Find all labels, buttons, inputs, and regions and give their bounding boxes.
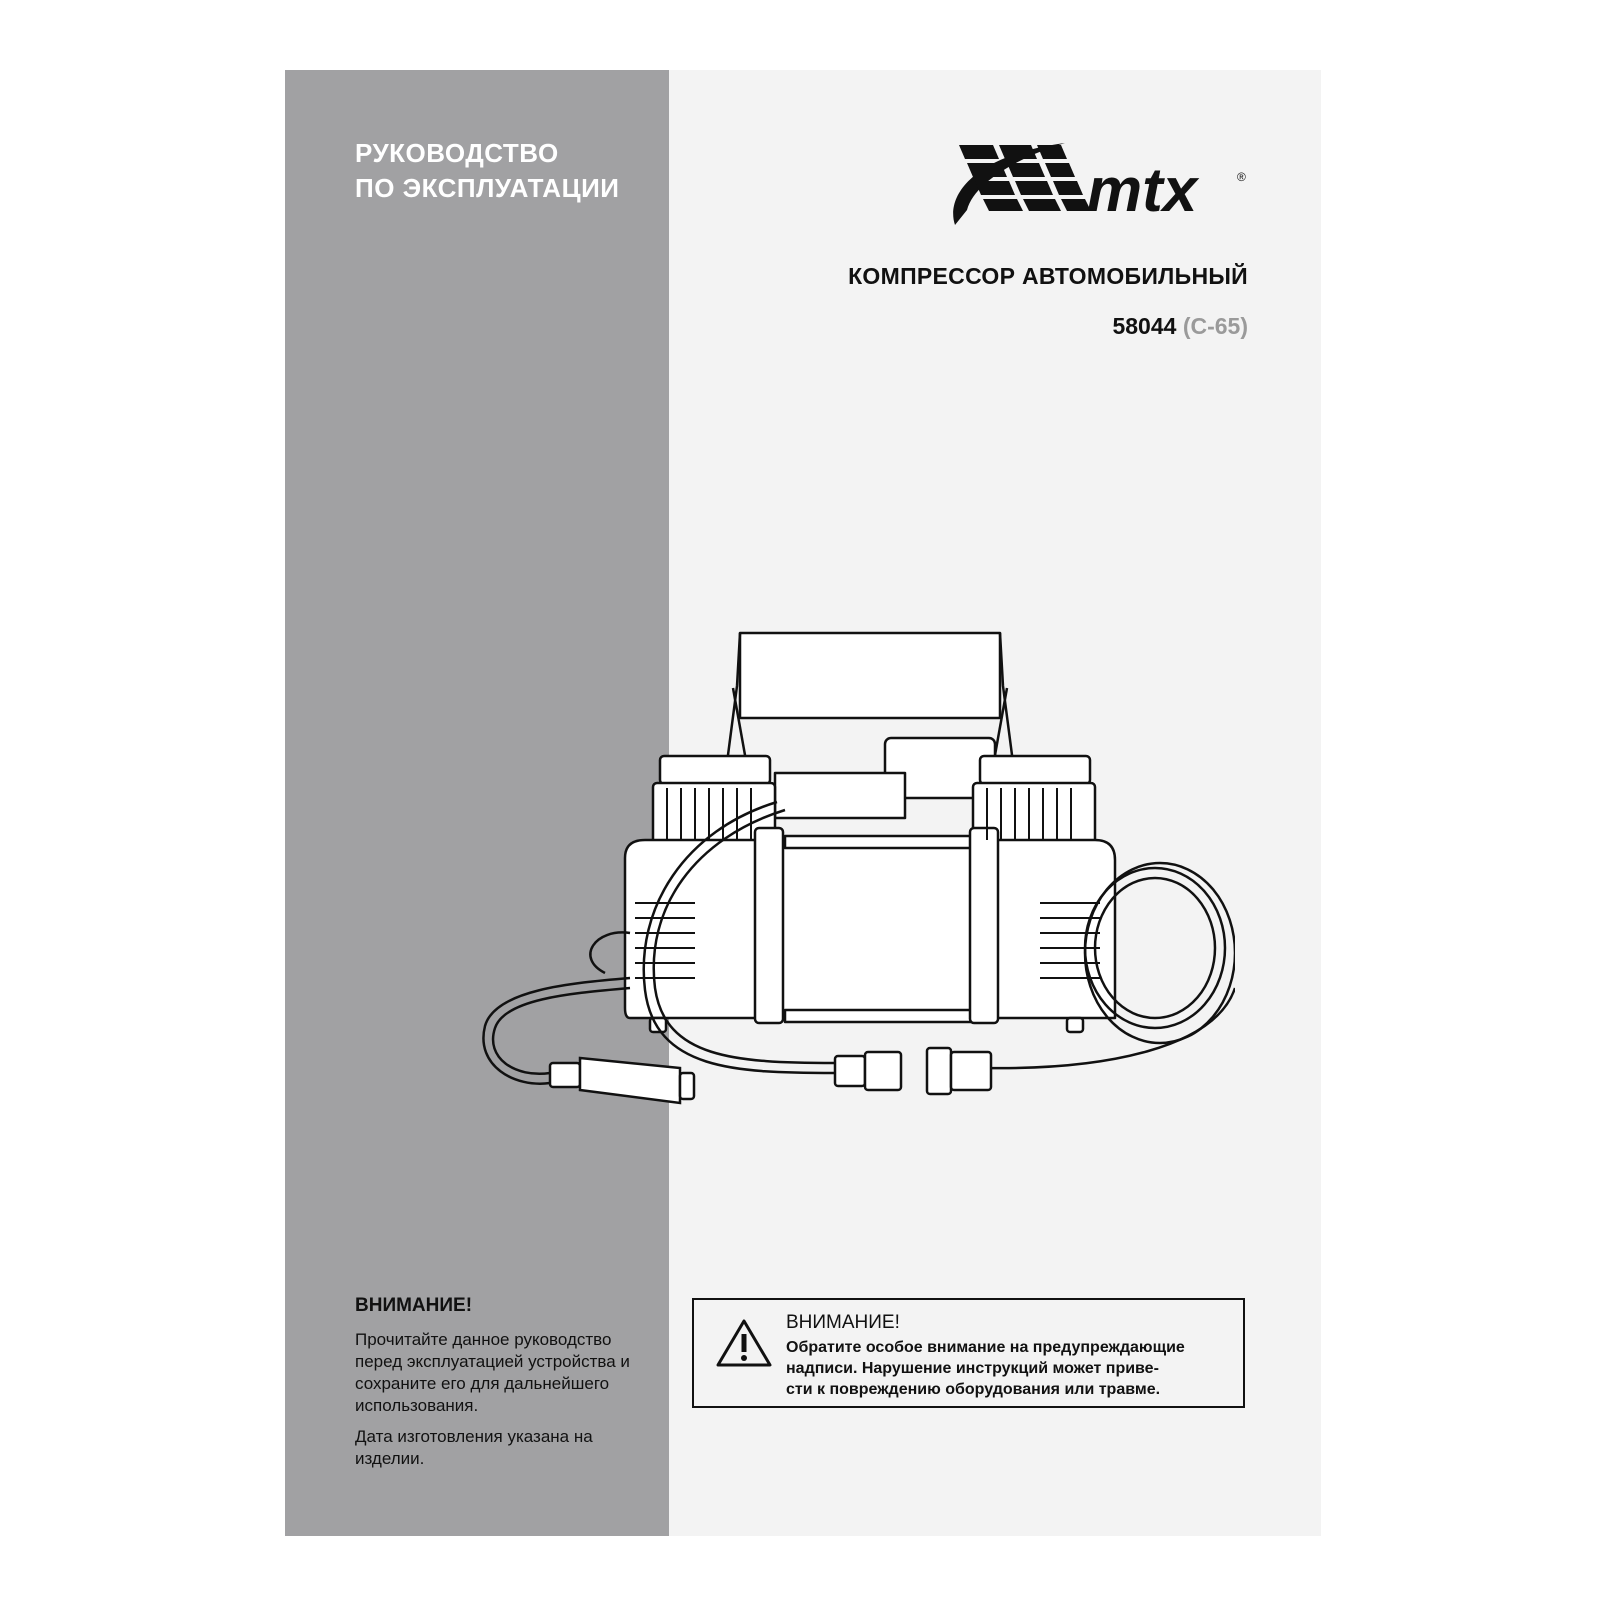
warning-line-1: Обратите особое внимание на предупреждающие xyxy=(786,1339,1185,1356)
warning-box xyxy=(692,1298,1245,1408)
attention-paragraph-1: Прочитайте данное руководство перед эксплуатацией устройства и сохраните его для дальнейшего использования. xyxy=(355,1330,630,1415)
model-code: (C-65) xyxy=(1182,313,1248,339)
warning-text xyxy=(786,1337,1236,1400)
svg-text:mtx: mtx xyxy=(1087,156,1198,225)
compressor-illustration xyxy=(455,578,1235,1143)
article-code: 58044 xyxy=(1112,313,1177,339)
attention-title: ВНИМАНИЕ! xyxy=(355,1295,473,1316)
article-number xyxy=(1112,313,1248,340)
mtx-logo xyxy=(945,135,1255,240)
manual-cover-page xyxy=(285,70,1321,1536)
attention-paragraph-2: Дата изготовления указана на изделии. xyxy=(355,1427,593,1468)
guide-title-line1: РУКОВОДСТВО xyxy=(355,138,559,168)
attention-notice xyxy=(355,1295,655,1479)
guide-title-line2: ПО ЭКСПЛУАТАЦИИ xyxy=(355,173,620,203)
svg-text:®: ® xyxy=(1237,170,1246,184)
mtx-logo-graphic xyxy=(945,135,1255,235)
guide-title xyxy=(355,136,619,206)
warning-triangle-icon xyxy=(716,1318,772,1373)
warning-line-3: сти к повреждению оборудования или травме. xyxy=(786,1381,1161,1398)
warning-title: ВНИМАНИЕ! xyxy=(786,1312,900,1333)
compressor-drawing xyxy=(455,578,1235,1138)
warning-line-2: надписи. Нарушение инструкций может приве- xyxy=(786,1360,1159,1377)
product-name: КОМПРЕССОР АВТОМОБИЛЬНЫЙ xyxy=(848,263,1248,289)
